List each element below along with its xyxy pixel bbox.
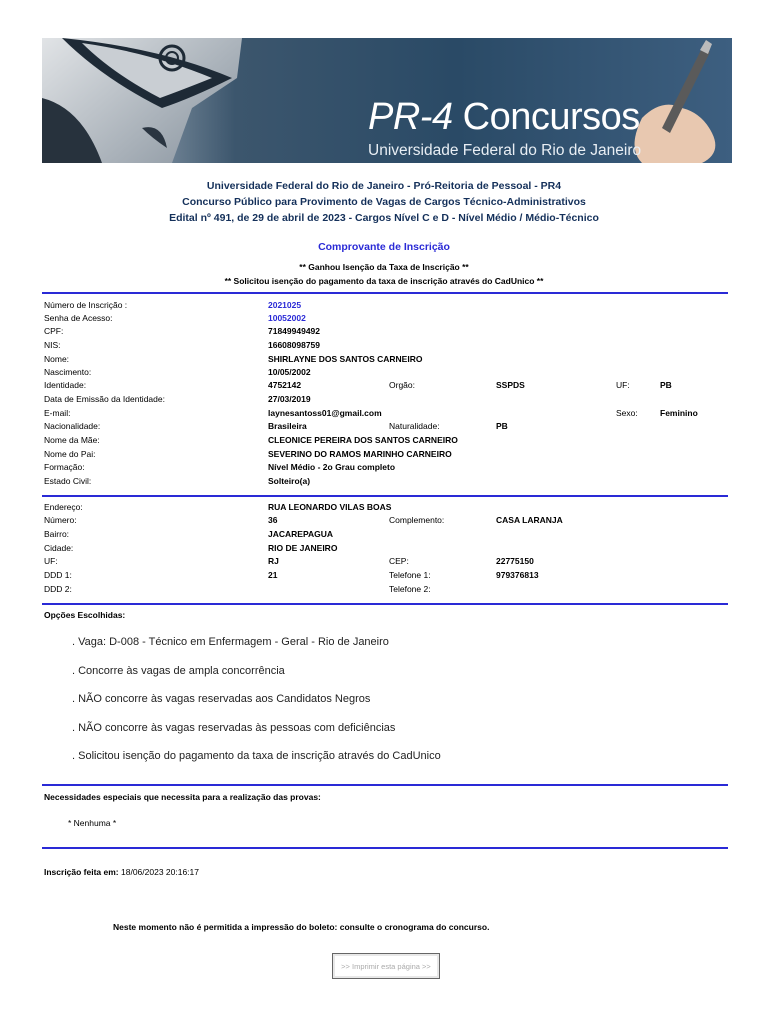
- row-endereco: Endereço: RUA LEONARDO VILAS BOAS: [44, 502, 392, 512]
- options-title: Opções Escolhidas:: [44, 610, 126, 620]
- divider: [42, 847, 728, 849]
- row-bairro: Bairro: JACAREPAGUA: [44, 529, 334, 539]
- row-cpf: CPF: 71849949492: [44, 326, 321, 336]
- inscricao-value: 2021025: [268, 300, 302, 310]
- row-uf-cep: UF: RJ CEP: 22775150: [44, 556, 534, 566]
- row-numero: Número: 36 Complemento: CASA LARANJA: [44, 515, 563, 525]
- option-item: . Concorre às vagas de ampla concorrência: [72, 665, 285, 677]
- row-cidade: Cidade: RIO DE JANEIRO: [44, 543, 338, 553]
- senha-value: 10052002: [268, 313, 306, 323]
- special-needs-title: Necessidades especiais que necessita para a realização das provas:: [44, 792, 321, 802]
- row-identidade: Identidade: 4752142 Orgão: SSPDS UF: PB: [44, 380, 672, 390]
- row-formacao: Formação: Nível Médio - 2o Grau completo: [44, 462, 396, 472]
- option-item: . NÃO concorre às vagas reservadas às pessoas com deficiências: [72, 722, 396, 734]
- header-line-3: Edital nº 491, de 29 de abril de 2023 - Cargos Nível C e D - Nível Médio / Médio-Técnico: [169, 212, 599, 224]
- note-cadunico: ** Solicitou isenção do pagamento da taxa de inscrição através do CadUnico **: [224, 276, 544, 286]
- header-line-1: Universidade Federal do Rio de Janeiro - Pró-Reitoria de Pessoal - PR4: [206, 180, 562, 192]
- row-estado-civil: Estado Civil: Solteiro(a): [44, 476, 311, 486]
- inscricao-feita: Inscrição feita em: 18/06/2023 20:16:17: [44, 867, 199, 877]
- banner: [42, 38, 732, 163]
- banner-subtitle: Universidade Federal do Rio de Janeiro: [368, 142, 642, 159]
- row-nis: NIS: 16608098759: [44, 340, 321, 350]
- row-senha: Senha de Acesso: 10052002: [44, 313, 306, 323]
- divider: [42, 292, 728, 294]
- row-ddd2: DDD 2: Telefone 2:: [44, 584, 431, 594]
- header-line-2: Concurso Público para Provimento de Vagas de Cargos Técnico-Administrativos: [182, 196, 586, 208]
- note-isencao: ** Ganhou Isenção da Taxa de Inscrição **: [299, 262, 469, 272]
- divider: [42, 495, 728, 497]
- row-email: E-mail: laynesantoss01@gmail.com Sexo: Feminino: [44, 408, 698, 418]
- row-ddd1: DDD 1: 21 Telefone 1: 979376813: [44, 570, 539, 580]
- banner-title: PR-4 Concursos: [368, 96, 640, 138]
- page-header: [0, 178, 768, 226]
- option-item: . Solicitou isenção do pagamento da taxa de inscrição através do CadUnico: [72, 750, 441, 762]
- row-nome: Nome: SHIRLAYNE DOS SANTOS CARNEIRO: [44, 354, 423, 364]
- option-item: . Vaga: D-008 - Técnico em Enfermagem - Geral - Rio de Janeiro: [72, 636, 389, 648]
- row-nacionalidade: Nacionalidade: Brasileira Naturalidade: PB: [44, 421, 508, 431]
- divider: [42, 603, 728, 605]
- row-mae: Nome da Mãe: CLEONICE PEREIRA DOS SANTOS CARNEIRO: [44, 435, 458, 445]
- print-page-button[interactable]: >> Imprimir esta página >>: [332, 953, 440, 979]
- option-item: . NÃO concorre às vagas reservadas aos Candidatos Negros: [72, 693, 371, 705]
- row-nascimento: Nascimento: 10/05/2002: [44, 367, 311, 377]
- row-pai: Nome do Pai: SEVERINO DO RAMOS MARINHO CARNEIRO: [44, 449, 452, 459]
- comprovante-title: Comprovante de Inscrição: [318, 241, 450, 253]
- divider: [42, 784, 728, 786]
- boleto-message: Neste momento não é permitida a impressão do boleto: consulte o cronograma do concurso.: [113, 922, 490, 932]
- exemption-notes: [0, 260, 768, 288]
- special-needs-value: * Nenhuma *: [68, 818, 117, 828]
- row-inscricao: Número de Inscrição : 2021025: [44, 300, 302, 310]
- row-emissao: Data de Emissão da Identidade: 27/03/2019: [44, 394, 311, 404]
